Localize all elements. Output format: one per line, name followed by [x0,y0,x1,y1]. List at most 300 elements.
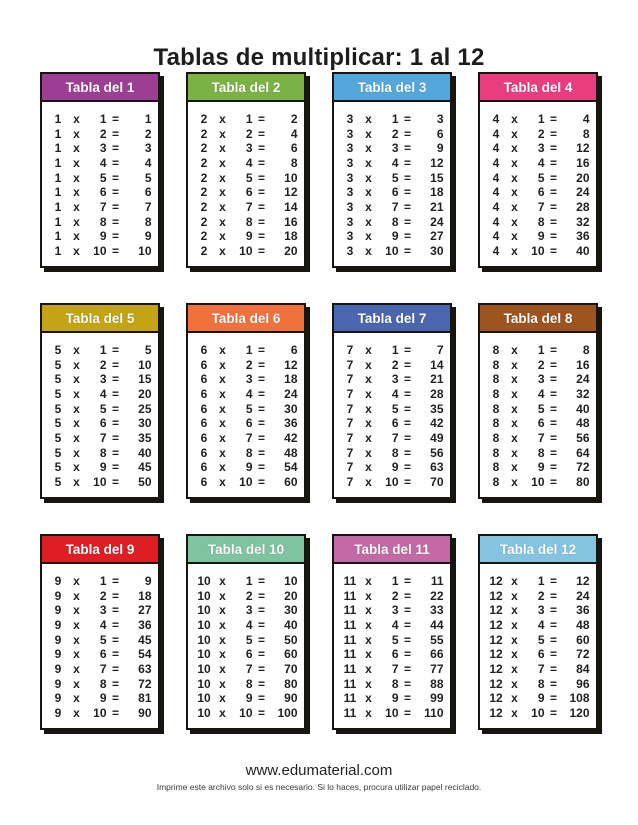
fact-row [342,619,442,631]
equals-sign: = [403,112,411,126]
factor-a: 8 [492,445,500,460]
factor-b: 4 [537,386,545,401]
factor-a: 11 [343,574,357,588]
equals-sign: = [257,574,265,588]
equals-sign: = [549,112,557,126]
times-sign: x [511,445,518,460]
product: 72 [576,460,590,475]
fact-row [196,634,296,646]
factor-a: 7 [346,430,354,445]
factor-a: 5 [54,474,62,489]
factor-b: 5 [99,632,107,647]
equals-sign: = [549,386,557,401]
product: 64 [576,445,590,460]
product: 80 [576,474,590,489]
times-sign: x [73,647,80,662]
product: 2 [290,112,298,126]
fact-row [488,663,588,675]
fact-row [342,157,442,169]
times-sign: x [365,229,372,244]
times-sign: x [73,474,80,489]
product: 12 [430,155,444,170]
product: 12 [284,185,298,200]
product: 7 [144,199,152,214]
product: 48 [576,617,590,632]
factor-a: 1 [54,155,62,170]
factor-b: 1 [537,574,545,588]
equals-sign: = [111,460,119,475]
equals-sign: = [549,372,557,387]
equals-sign: = [549,430,557,445]
factor-b: 3 [245,141,253,156]
times-sign: x [73,691,80,706]
product: 8 [582,343,590,357]
product: 42 [284,430,298,445]
times-sign: x [73,661,80,676]
equals-sign: = [257,416,265,431]
equals-sign: = [549,343,557,357]
factor-b: 8 [245,214,253,229]
factor-a: 5 [54,416,62,431]
factor-b: 10 [93,474,107,489]
fact-row [196,403,296,415]
fact-row [342,344,442,356]
times-sign: x [511,112,518,126]
times-sign: x [365,170,372,185]
equals-sign: = [257,243,265,258]
table-card-title: Tabla del 12 [480,536,596,564]
factor-a: 11 [343,603,357,618]
product: 18 [430,185,444,200]
fact-row [488,590,588,602]
equals-sign: = [111,357,119,372]
fact-row [196,447,296,459]
factor-a: 7 [346,401,354,416]
fact-row [50,359,150,371]
product: 36 [576,229,590,244]
factor-a: 12 [489,617,503,632]
equals-sign: = [403,705,411,720]
product: 45 [138,632,152,647]
equals-sign: = [257,691,265,706]
equals-sign: = [257,214,265,229]
equals-sign: = [111,647,119,662]
times-sign: x [511,676,518,691]
factor-b: 8 [537,445,545,460]
factor-b: 5 [245,170,253,185]
equals-sign: = [403,474,411,489]
fact-row [50,461,150,473]
equals-sign: = [257,112,265,126]
equals-sign: = [257,676,265,691]
equals-sign: = [111,691,119,706]
fact-row [196,432,296,444]
factor-b: 10 [385,474,399,489]
equals-sign: = [403,416,411,431]
times-sign: x [219,416,226,431]
factor-b: 9 [391,691,399,706]
factor-b: 2 [245,588,253,603]
times-sign: x [365,474,372,489]
product: 4 [582,112,590,126]
equals-sign: = [111,661,119,676]
equals-sign: = [111,574,119,588]
fact-row [488,634,588,646]
factor-b: 8 [537,214,545,229]
times-sign: x [365,155,372,170]
product: 40 [284,617,298,632]
times-sign: x [73,170,80,185]
fact-row [50,590,150,602]
factor-b: 2 [99,588,107,603]
product: 42 [430,416,444,431]
factor-b: 3 [99,141,107,156]
times-sign: x [365,214,372,229]
factor-b: 2 [99,126,107,141]
factor-b: 6 [99,647,107,662]
factor-a: 9 [54,661,62,676]
factor-b: 5 [99,170,107,185]
factor-b: 5 [537,401,545,416]
equals-sign: = [257,474,265,489]
fact-row [342,634,442,646]
table-card [332,303,452,499]
factor-b: 10 [93,243,107,258]
product: 32 [576,386,590,401]
factor-b: 7 [99,430,107,445]
equals-sign: = [403,141,411,156]
equals-sign: = [111,155,119,170]
fact-row [342,128,442,140]
fact-row [196,707,296,719]
equals-sign: = [257,401,265,416]
product: 35 [430,401,444,416]
fact-row [196,590,296,602]
product: 40 [138,445,152,460]
factor-b: 9 [245,460,253,475]
times-sign: x [365,445,372,460]
factor-a: 6 [200,343,208,357]
factor-a: 2 [200,141,208,156]
times-sign: x [73,141,80,156]
product: 8 [582,126,590,141]
fact-row [488,216,588,228]
factor-a: 12 [489,676,503,691]
factor-a: 11 [343,617,357,632]
equals-sign: = [257,185,265,200]
fact-row [342,230,442,242]
product: 63 [138,661,152,676]
factor-b: 3 [245,372,253,387]
factor-a: 1 [54,214,62,229]
fact-row [50,447,150,459]
product: 15 [430,170,444,185]
fact-row [488,113,588,125]
product: 60 [284,474,298,489]
equals-sign: = [257,603,265,618]
fact-row [50,186,150,198]
product: 2 [144,126,152,141]
times-sign: x [219,647,226,662]
factor-a: 6 [200,445,208,460]
product: 6 [144,185,152,200]
factor-b: 6 [537,416,545,431]
factor-b: 7 [245,199,253,214]
product: 27 [138,603,152,618]
fact-row [488,417,588,429]
times-sign: x [73,603,80,618]
factor-b: 6 [245,647,253,662]
fact-row [50,417,150,429]
factor-b: 10 [239,705,253,720]
equals-sign: = [257,445,265,460]
factor-a: 4 [492,141,500,156]
fact-row [196,201,296,213]
factor-a: 12 [489,632,503,647]
times-sign: x [511,185,518,200]
product: 8 [144,214,152,229]
factor-a: 7 [346,386,354,401]
times-sign: x [511,386,518,401]
times-sign: x [73,357,80,372]
factor-a: 6 [200,372,208,387]
equals-sign: = [549,214,557,229]
product: 28 [576,199,590,214]
fact-row [488,186,588,198]
product: 7 [436,343,444,357]
times-sign: x [219,343,226,357]
times-sign: x [219,170,226,185]
factor-a: 12 [489,574,503,588]
times-sign: x [511,603,518,618]
equals-sign: = [403,603,411,618]
fact-row [488,172,588,184]
factor-a: 3 [346,229,354,244]
fact-row [196,245,296,257]
product: 18 [284,229,298,244]
factor-b: 2 [537,588,545,603]
equals-sign: = [257,141,265,156]
product: 90 [284,691,298,706]
product: 72 [138,676,152,691]
table-card-title: Tabla del 11 [334,536,450,564]
factor-a: 10 [197,603,211,618]
times-sign: x [219,401,226,416]
factor-b: 5 [245,401,253,416]
table-card-title: Tabla del 8 [480,305,596,333]
fact-row [488,245,588,257]
product: 3 [436,112,444,126]
factor-b: 6 [99,416,107,431]
factor-b: 7 [391,661,399,676]
table-card-title: Tabla del 10 [188,536,304,564]
factor-b: 1 [537,112,545,126]
fact-row [196,388,296,400]
factor-a: 5 [54,386,62,401]
factor-b: 7 [391,430,399,445]
factor-a: 12 [489,647,503,662]
factor-b: 2 [99,357,107,372]
factor-b: 4 [245,386,253,401]
fact-row [196,575,296,587]
product: 24 [284,386,298,401]
fact-row [196,604,296,616]
factor-a: 7 [346,372,354,387]
equals-sign: = [403,691,411,706]
fact-row [196,417,296,429]
times-sign: x [511,691,518,706]
factor-b: 5 [391,170,399,185]
product: 11 [430,574,444,588]
times-sign: x [511,229,518,244]
product: 8 [290,155,298,170]
times-sign: x [511,416,518,431]
factor-b: 5 [245,632,253,647]
fact-row [342,245,442,257]
equals-sign: = [257,460,265,475]
fact-row [342,447,442,459]
factor-b: 3 [99,372,107,387]
equals-sign: = [549,185,557,200]
fact-row [488,619,588,631]
fact-row [488,373,588,385]
factor-a: 4 [492,243,500,258]
fact-row [50,216,150,228]
times-sign: x [511,401,518,416]
times-sign: x [511,243,518,258]
equals-sign: = [111,632,119,647]
equals-sign: = [111,617,119,632]
times-sign: x [219,199,226,214]
factor-a: 3 [346,170,354,185]
equals-sign: = [111,243,119,258]
product: 27 [430,229,444,244]
factor-a: 6 [200,460,208,475]
times-sign: x [365,401,372,416]
product: 40 [576,401,590,416]
fact-row [50,476,150,488]
times-sign: x [511,574,518,588]
times-sign: x [219,705,226,720]
factor-a: 4 [492,126,500,141]
product: 24 [576,185,590,200]
factor-b: 6 [391,647,399,662]
fact-row [342,417,442,429]
factor-a: 1 [54,243,62,258]
factor-a: 12 [489,603,503,618]
factor-b: 8 [391,676,399,691]
factor-b: 1 [391,574,399,588]
factor-a: 5 [54,343,62,357]
equals-sign: = [111,343,119,357]
factor-a: 10 [197,676,211,691]
factor-a: 6 [200,401,208,416]
fact-row [488,388,588,400]
fact-row [50,604,150,616]
factor-a: 5 [54,460,62,475]
times-sign: x [511,199,518,214]
table-card-title: Tabla del 4 [480,74,596,102]
fact-row [196,678,296,690]
fact-row [488,359,588,371]
product: 36 [138,617,152,632]
factor-a: 4 [492,214,500,229]
equals-sign: = [403,243,411,258]
factor-a: 9 [54,574,62,588]
product: 3 [144,141,152,156]
factor-b: 9 [391,460,399,475]
factor-a: 11 [343,676,357,691]
product: 16 [576,155,590,170]
fact-row [196,113,296,125]
product: 55 [430,632,444,647]
times-sign: x [511,141,518,156]
equals-sign: = [403,661,411,676]
product: 10 [138,243,152,258]
equals-sign: = [549,632,557,647]
product: 72 [576,647,590,662]
fact-row [488,403,588,415]
fact-row [50,403,150,415]
factor-b: 6 [245,185,253,200]
times-sign: x [219,185,226,200]
product: 120 [569,705,590,720]
factor-b: 4 [537,155,545,170]
fact-row [50,230,150,242]
table-card-body [188,102,304,266]
equals-sign: = [111,705,119,720]
product: 50 [284,632,298,647]
product: 20 [284,243,298,258]
factor-a: 3 [346,199,354,214]
equals-sign: = [549,588,557,603]
factor-b: 1 [245,574,253,588]
equals-sign: = [549,170,557,185]
factor-a: 9 [54,588,62,603]
table-card [186,72,306,268]
factor-a: 1 [54,199,62,214]
table-card-body [480,102,596,266]
times-sign: x [73,574,80,588]
factor-b: 10 [385,705,399,720]
table-card [478,303,598,499]
product: 60 [284,647,298,662]
times-sign: x [365,372,372,387]
factor-b: 9 [245,691,253,706]
factor-a: 2 [200,170,208,185]
fact-row [50,373,150,385]
factor-b: 4 [537,617,545,632]
product: 77 [430,661,444,676]
product: 56 [576,430,590,445]
times-sign: x [219,588,226,603]
product: 9 [436,141,444,156]
factor-b: 7 [391,199,399,214]
fact-row [488,648,588,660]
product: 18 [138,588,152,603]
product: 10 [284,574,298,588]
fact-row [488,692,588,704]
factor-a: 2 [200,229,208,244]
product: 24 [430,214,444,229]
factor-a: 9 [54,603,62,618]
product: 14 [284,199,298,214]
fact-row [50,201,150,213]
times-sign: x [365,185,372,200]
equals-sign: = [549,661,557,676]
times-sign: x [365,588,372,603]
footer-note: Imprime este archivo solo si es necesario. Si lo haces, procura utilizar papel reciclado. [156,782,482,792]
